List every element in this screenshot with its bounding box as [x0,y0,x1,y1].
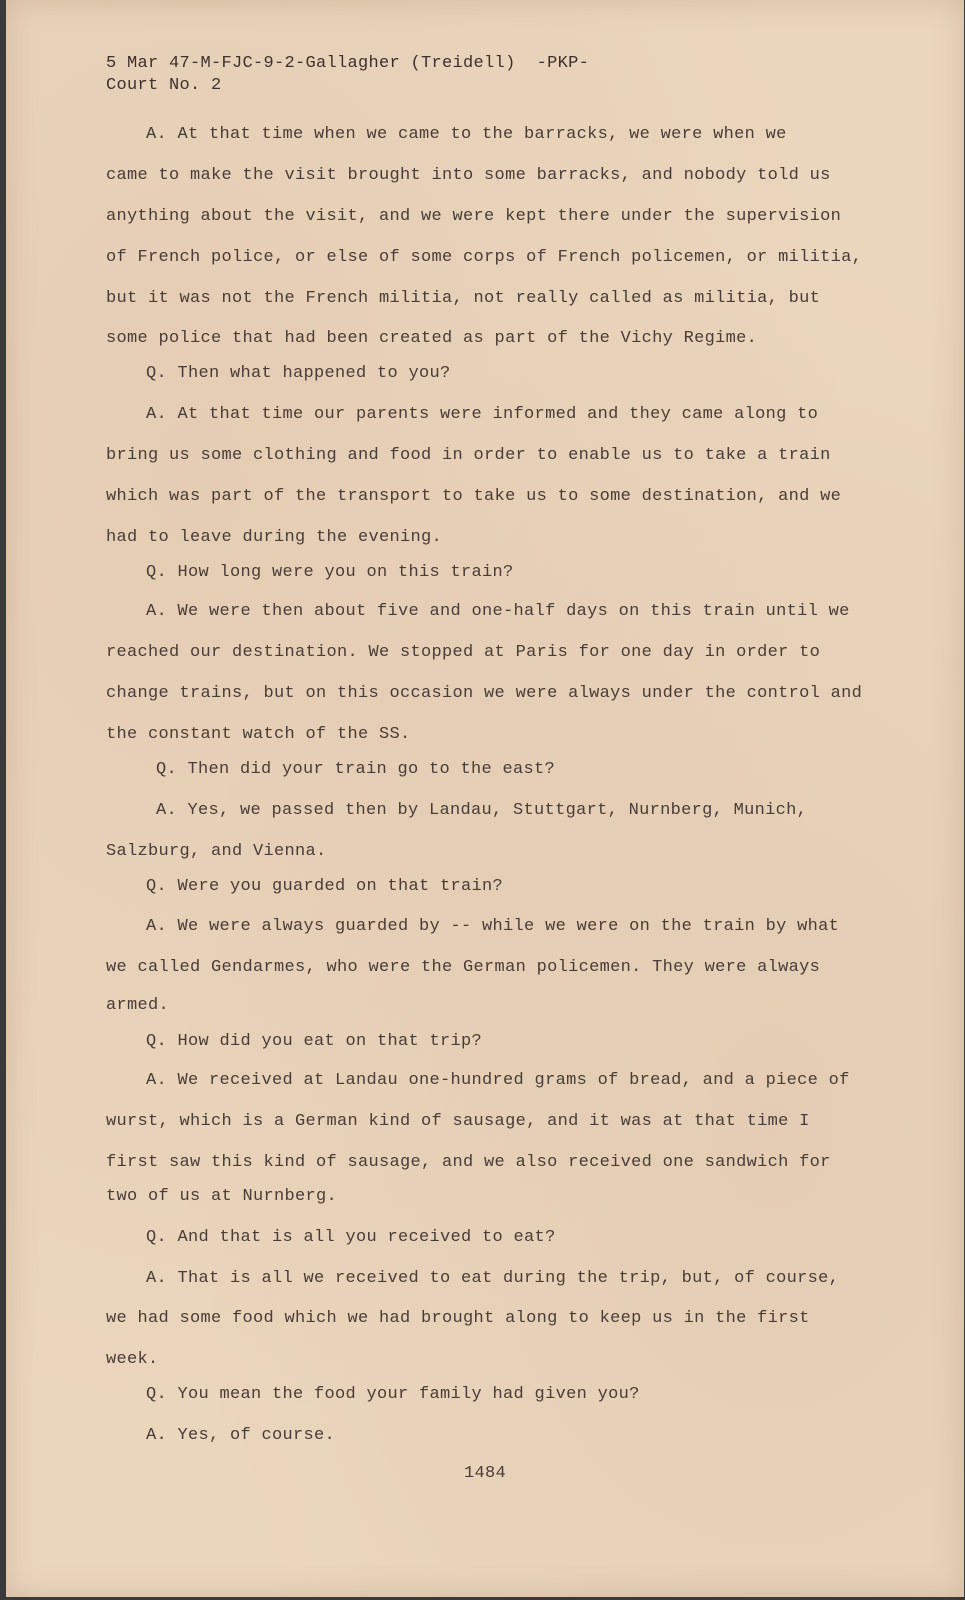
text-line: came to make the visit brought into some barracks, and nobody told us [106,166,831,185]
page-number: 1484 [463,1464,506,1483]
text-line: but it was not the French militia, not really called as militia, but [106,289,821,308]
text-line: Q. Then did your train go to the east? [156,760,556,779]
header-line-2: Court No. 2 [106,76,222,95]
text-line: Q. How long were you on this train? [146,563,514,582]
text-line: had to leave during the evening. [106,528,443,547]
text-line: wurst, which is a German kind of sausage, and it was at that time I [106,1112,810,1131]
text-line: bring us some clothing and food in order to enable us to take a train [106,446,831,465]
text-line: reached our destination. We stopped at Paris for one day in order to [106,643,821,662]
text-line: Q. How did you eat on that trip? [146,1032,483,1051]
text-line: we had some food which we had brought along to keep us in the first [106,1309,810,1328]
text-line: first saw this kind of sausage, and we also received one sandwich for [106,1153,831,1172]
text-line: the constant watch of the SS. [106,725,411,744]
text-line: A. At that time our parents were informed and they came along to [146,405,819,424]
header-line-1: 5 Mar 47-M-FJC-9-2-Gallagher (Treidell) -PKP- [106,54,590,73]
text-line: week. [106,1350,159,1369]
text-line: two of us at Nurnberg. [106,1187,338,1206]
text-line: which was part of the transport to take us to some destination, and we [106,487,842,506]
text-line: A. We were then about five and one-half days on this train until we [146,602,850,621]
text-line: Q. Then what happened to you? [146,364,451,383]
text-line: some police that had been created as part of the Vichy Regime. [106,329,758,348]
text-line: A. We were always guarded by -- while we were on the train by what [146,917,840,936]
text-line: A. Yes, of course. [146,1426,336,1445]
text-line: Q. And that is all you received to eat? [146,1228,556,1247]
text-line: A. That is all we received to eat during the trip, but, of course, [146,1269,840,1288]
text-line: we called Gendarmes, who were the German policemen. They were always [106,958,821,977]
text-line: change trains, but on this occasion we were always under the control and [106,684,863,703]
text-line: of French police, or else of some corps of French policemen, or militia, [106,248,863,267]
text-line: A. Yes, we passed then by Landau, Stuttgart, Nurnberg, Munich, [156,801,808,820]
text-line: Salzburg, and Vienna. [106,842,327,861]
text-line: anything about the visit, and we were kept there under the supervision [106,207,842,226]
text-line: A. At that time when we came to the barracks, we were when we [146,125,787,144]
text-line: armed. [106,996,170,1015]
text-line: Q. You mean the food your family had given you? [146,1385,640,1404]
text-line: A. We received at Landau one-hundred grams of bread, and a piece of [146,1071,850,1090]
document-page [6,0,964,1597]
text-line: Q. Were you guarded on that train? [146,877,504,896]
